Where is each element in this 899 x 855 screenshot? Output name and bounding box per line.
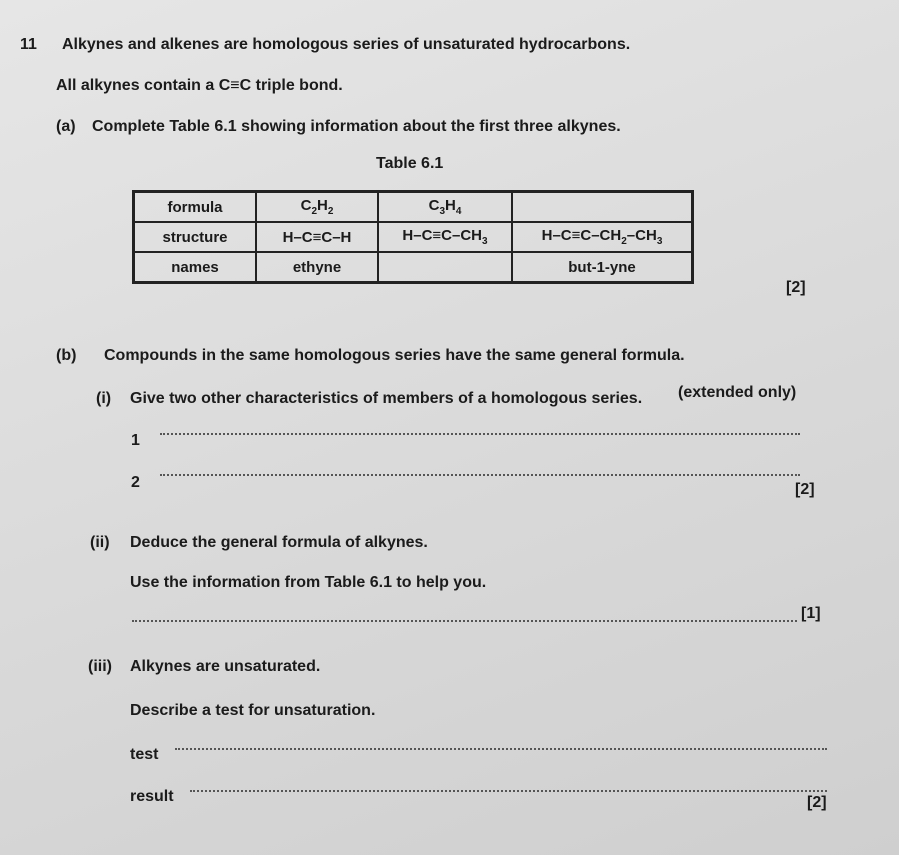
extended-only-note: (extended only)	[678, 384, 797, 401]
part-a-marks: [2]	[786, 279, 806, 296]
cell-name-butyne: but-1-yne	[512, 252, 693, 283]
part-b-ii-label: (ii)	[90, 534, 110, 551]
question-number: 11	[20, 36, 37, 53]
part-a-text: Complete Table 6.1 showing information about the first three alkynes.	[92, 118, 621, 135]
answer-line-test[interactable]	[175, 748, 827, 750]
part-b-i-text-emph: other	[201, 390, 242, 407]
answer-line-result[interactable]	[190, 790, 827, 792]
table-6-1	[132, 190, 694, 284]
table-row-formula	[134, 192, 693, 223]
answer-line-1-number: 1	[131, 432, 140, 449]
answer-line-general-formula[interactable]	[132, 620, 797, 622]
result-label: result	[130, 788, 174, 805]
question-intro: Alkynes and alkenes are homologous series of unsaturated hydrocarbons.	[62, 36, 631, 53]
row-header-formula: formula	[134, 192, 257, 223]
part-a-label: (a)	[56, 118, 76, 135]
row-header-structure: structure	[134, 222, 257, 252]
cell-formula-ethyne: $C_2H_2$	[256, 192, 378, 223]
row-header-names: names	[134, 252, 257, 283]
cell-structure-propyne: $H-C\equiv C-CH_3$	[378, 222, 512, 252]
part-b-i-text-after: characteristics of members of a homologous series.	[241, 390, 643, 407]
part-b-i-text	[130, 390, 642, 408]
cell-structure-butyne: $H-C\equiv C-CH_2-CH_3$	[512, 222, 693, 252]
cell-name-ethyne: ethyne	[256, 252, 378, 283]
cell-structure-ethyne: H–C≡C–H	[256, 222, 378, 252]
cell-name-propyne-blank[interactable]	[378, 252, 512, 283]
part-b-iii-text: Alkynes are unsaturated.	[130, 658, 321, 675]
part-b-ii-text: Deduce the general formula of alkynes.	[130, 534, 428, 551]
answer-line-1[interactable]	[160, 433, 800, 435]
cell-formula-butyne-blank[interactable]	[512, 192, 693, 223]
part-b-i-marks: [2]	[795, 481, 815, 498]
part-b-label: (b)	[56, 347, 77, 364]
table-row-structure	[134, 222, 693, 252]
part-b-ii-hint: Use the information from Table 6.1 to help you.	[130, 574, 487, 591]
answer-line-2[interactable]	[160, 474, 800, 476]
table-title: Table 6.1	[376, 155, 444, 172]
table-row-names	[134, 252, 693, 283]
part-b-ii-marks: [1]	[801, 605, 821, 622]
question-statement: All alkynes contain a C≡C triple bond.	[56, 77, 343, 94]
part-b-text: Compounds in the same homologous series have the same general formula.	[104, 347, 685, 364]
answer-line-2-number: 2	[131, 474, 140, 491]
part-b-iii-marks: [2]	[807, 794, 827, 811]
part-b-iii-label: (iii)	[88, 658, 112, 675]
part-b-i-label: (i)	[96, 390, 112, 407]
test-label: test	[130, 746, 159, 763]
part-b-i-text-before: Give two	[130, 390, 202, 407]
part-b-iii-prompt: Describe a test for unsaturation.	[130, 702, 376, 719]
cell-formula-propyne: $C_3H_4$	[378, 192, 512, 223]
